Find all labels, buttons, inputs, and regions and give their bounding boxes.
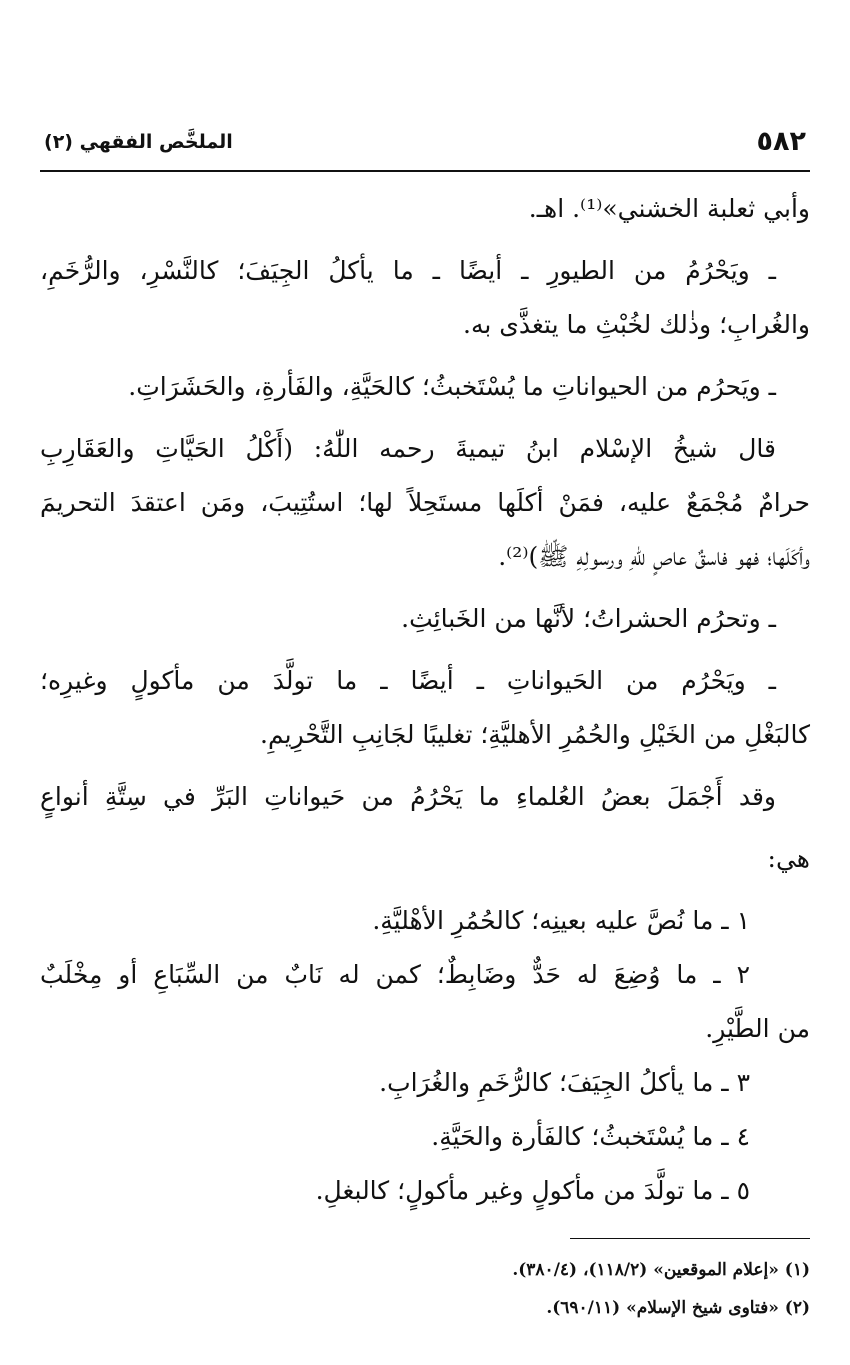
list-item: ٤ ـ ما يُسْتَخبثُ؛ كالفَأرة والحَيَّةِ. xyxy=(431,1122,750,1151)
header-rule xyxy=(40,170,810,172)
text-line: قال شيخُ الإسْلام ابنُ تيميةَ رحمه اللّٰهُ: (أَكْلُ الحَيَّاتِ والعَقَارِبِ xyxy=(40,434,776,463)
text-line: وأكَلَها؛ فهو فاسقٌ عاصٍ للّٰهِ ورسولِهِ ﷺ)⁽²⁾. xyxy=(498,542,810,571)
footnote: (١) «إعلام الموقعين» (١١٨/٢)، (٣٨٠/٤). xyxy=(512,1260,810,1280)
running-header xyxy=(40,120,810,164)
footnotes xyxy=(40,1251,810,1327)
text-line: ـ وتحرُم الحشراتُ؛ لأنَّها من الخَبائِثِ. xyxy=(401,604,776,633)
list-item: ٢ ـ ما وُضِعَ له حَدٌّ وضَابِطٌ؛ كمن له نَابٌ من السِّبَاعِ أو مِخْلَبٌ xyxy=(40,960,750,989)
text-line: ـ ويَحْرُمُ من الطيورِ ـ أيضًا ـ ما يأكلُ الجِيَفَ؛ كالنَّسْرِ، والرُّخَمِ، xyxy=(40,256,776,285)
text-line: وقد أَجْمَلَ بعضُ العُلماءِ ما يَحْرُمُ من حَيواناتِ البَرِّ في سِتَّةِ أنواعٍ xyxy=(40,782,776,811)
list-item: ٣ ـ ما يأكلُ الجِيَفَ؛ كالرُّخَمِ والغُرَابِ. xyxy=(379,1068,750,1097)
text-line: هي: xyxy=(767,844,810,873)
text-line: ـ ويَحْرُم من الحَيواناتِ ـ أيضًا ـ ما تولَّدَ من مأكولٍ وغيرِه؛ xyxy=(40,666,776,695)
text-line: حرامٌ مُجْمَعٌ عليه، فمَنْ أكلَها مستَحِلاً لها؛ استُتِيبَ، ومَن اعتقدَ التحريمَ xyxy=(40,488,810,517)
list-item: ١ ـ ما نُصَّ عليه بعينِه؛ كالحُمُرِ الأهْليَّةِ. xyxy=(372,906,750,935)
text-line: وأبي ثعلبة الخشني»⁽¹⁾. اهـ. xyxy=(528,194,810,223)
page-number: ٥٨٢ xyxy=(756,126,806,157)
text-line: من الطَّيْرِ. xyxy=(705,1014,810,1043)
main-text xyxy=(40,182,810,1218)
text-line: ـ ويَحرُم من الحيواناتِ ما يُسْتَخبثُ؛ كالحَيَّةِ، والفَأرةِ، والحَشَرَاتِ. xyxy=(128,372,776,401)
book-page xyxy=(40,120,810,1327)
text-line: والغُرابِ؛ وذٰلك لخُبْثِ ما يتغذَّى به. xyxy=(463,310,810,339)
footnote: (٢) «فتاوى شيخ الإسلام» (٦٩٠/١١). xyxy=(546,1298,810,1318)
running-title: الملخَّص الفقهي (٢) xyxy=(44,131,233,153)
list-item: ٥ ـ ما تولَّدَ من مأكولٍ وغير مأكولٍ؛ كالبغلِ. xyxy=(315,1176,750,1205)
text-line: كالبَغْلِ من الخَيْلِ والحُمُرِ الأهليَّةِ؛ تغليبًا لجَانِبِ التَّحْرِيمِ. xyxy=(260,720,810,749)
footnote-rule xyxy=(570,1238,810,1239)
